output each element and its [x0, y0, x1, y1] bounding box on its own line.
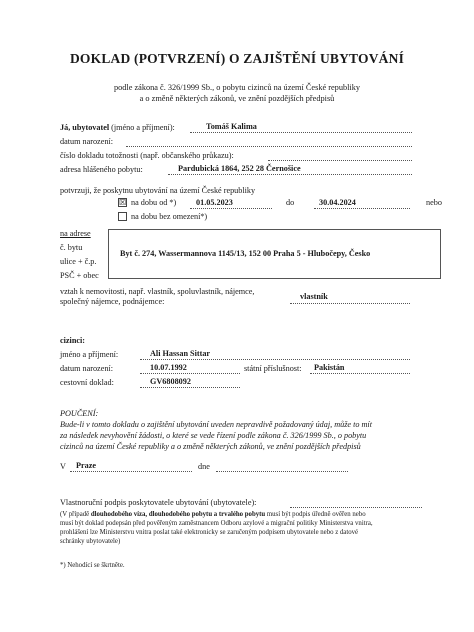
- provider-birth-label: datum narození:: [60, 137, 113, 146]
- foreigner-birth-label: datum narození:: [60, 364, 113, 373]
- provider-birth-line[interactable]: [126, 146, 412, 147]
- foreigner-name-line: [140, 359, 410, 360]
- provider-label-bold: Já, ubytovatel: [60, 123, 110, 132]
- fixed-period-checkbox[interactable]: ☒: [119, 198, 127, 207]
- fixed-period-label: na dobu od *): [131, 198, 177, 207]
- nationality[interactable]: Pakistán: [314, 363, 345, 372]
- provider-label-rest: (jméno a příjmení):: [111, 123, 175, 132]
- confirm-text: potvrzuji, že poskytnu ubytování na území České republiky: [60, 186, 256, 195]
- provider-name[interactable]: Tomáš Kalima: [206, 122, 257, 131]
- indefinite-period-label: na dobu bez omezení*): [131, 212, 208, 221]
- address-block-label: na adrese: [60, 229, 91, 238]
- signature-note-4: schránky ubytovatele): [60, 538, 121, 545]
- address-sub-city: PSČ + obec: [60, 271, 99, 280]
- foreigner-heading: cizinci:: [60, 336, 86, 345]
- subtitle-line-2: a o změně některých zákonů, ve znění pozdějších předpisů: [139, 94, 335, 103]
- signature-label: Vlastnoruční podpis poskytovatele ubytování (ubytovatele):: [60, 498, 257, 507]
- foreigner-birth[interactable]: 10.07.1992: [150, 363, 187, 372]
- relation-value[interactable]: vlastník: [300, 292, 328, 301]
- or-label: nebo: [426, 198, 442, 207]
- relation-line-1: vztah k nemovitosti, např. vlastník, spoluvlastník, nájemce,: [60, 287, 255, 296]
- nationality-label: státní příslušnost:: [244, 364, 302, 373]
- date-line[interactable]: [216, 471, 348, 472]
- document-title: DOKLAD (POTVRZENÍ) O ZAJIŠTĚNÍ UBYTOVÁNÍ: [69, 51, 405, 66]
- notice-heading: POUČENÍ:: [60, 409, 99, 418]
- signature-note-1: (V případě dlouhodobého víza, dlouhodobého pobytu a trvalého pobytu musí být podpis úředně ověřen nebo: [60, 511, 366, 518]
- date-label: dne: [198, 462, 210, 471]
- relation-line-2: společný nájemce, podnájemce:: [60, 297, 165, 306]
- nationality-line: [310, 373, 410, 374]
- notice-line-3: cizinců na území České republiky a o změně některých zákonů, ve znění pozdějších předpisů: [60, 442, 361, 451]
- provider-address-line: [168, 174, 412, 175]
- place-label: V: [60, 462, 66, 471]
- provider-name-line: [190, 132, 412, 133]
- indefinite-period-checkbox[interactable]: [118, 212, 127, 221]
- provider-label: [60, 123, 175, 132]
- accommodation-address: Byt č. 274, Wassermannova 1145/13, 152 00 Praha 5 - Hlubočepy, Česko: [120, 249, 371, 258]
- passport-line: [140, 387, 240, 388]
- date-from-line: [190, 208, 272, 209]
- notice-line-2: za následek nevyhovění žádosti, o které se vede řízení podle zákona č. 326/1999 Sb., o pobytu: [60, 431, 367, 440]
- date-from[interactable]: 01.05.2023: [196, 198, 233, 207]
- address-sub-flat: č. bytu: [60, 243, 83, 252]
- to-label: do: [286, 198, 295, 207]
- date-to-line: [314, 208, 410, 209]
- place-value[interactable]: Praze: [76, 461, 96, 470]
- provider-address[interactable]: Pardubická 1864, 252 28 Černošice: [178, 164, 301, 173]
- footnote: *) Nehodící se škrtněte.: [60, 562, 125, 569]
- passport-number[interactable]: GV6808092: [150, 377, 191, 386]
- provider-id-label: číslo dokladu totožnosti (např. občanského průkazu):: [60, 151, 234, 160]
- foreigner-name[interactable]: Ali Hassan Sittar: [150, 349, 211, 358]
- place-line: [70, 471, 192, 472]
- subtitle-line-1: podle zákona č. 326/1999 Sb., o pobytu cizinců na území České republiky: [113, 83, 361, 92]
- foreigner-name-label: jméno a příjmení:: [60, 350, 119, 359]
- provider-id-line[interactable]: [268, 160, 412, 161]
- notice-line-1: Bude-li v tomto dokladu o zajištění ubytování uveden nepravdivě požadovaný údaj, může to mít: [60, 420, 372, 429]
- address-sub-street: ulice + č.p.: [60, 257, 97, 266]
- date-to[interactable]: 30.04.2024: [319, 198, 356, 207]
- relation-line: [290, 303, 410, 304]
- provider-address-label: adresa hlášeného pobytu:: [60, 165, 143, 174]
- foreigner-birth-line: [140, 373, 240, 374]
- signature-note-2: musí být doklad podepsán před pověřeným zaměstnancem Odboru azylové a migrační politiky Ministerstva vnitra,: [60, 520, 373, 527]
- signature-line[interactable]: [290, 507, 422, 508]
- signature-note-3: prohlášení lze Ministerstvu vnitra poslat také elektronicky se zaručeným podpisem ubytovatele nebo z datové: [60, 529, 359, 536]
- passport-label: cestovní doklad:: [60, 378, 114, 387]
